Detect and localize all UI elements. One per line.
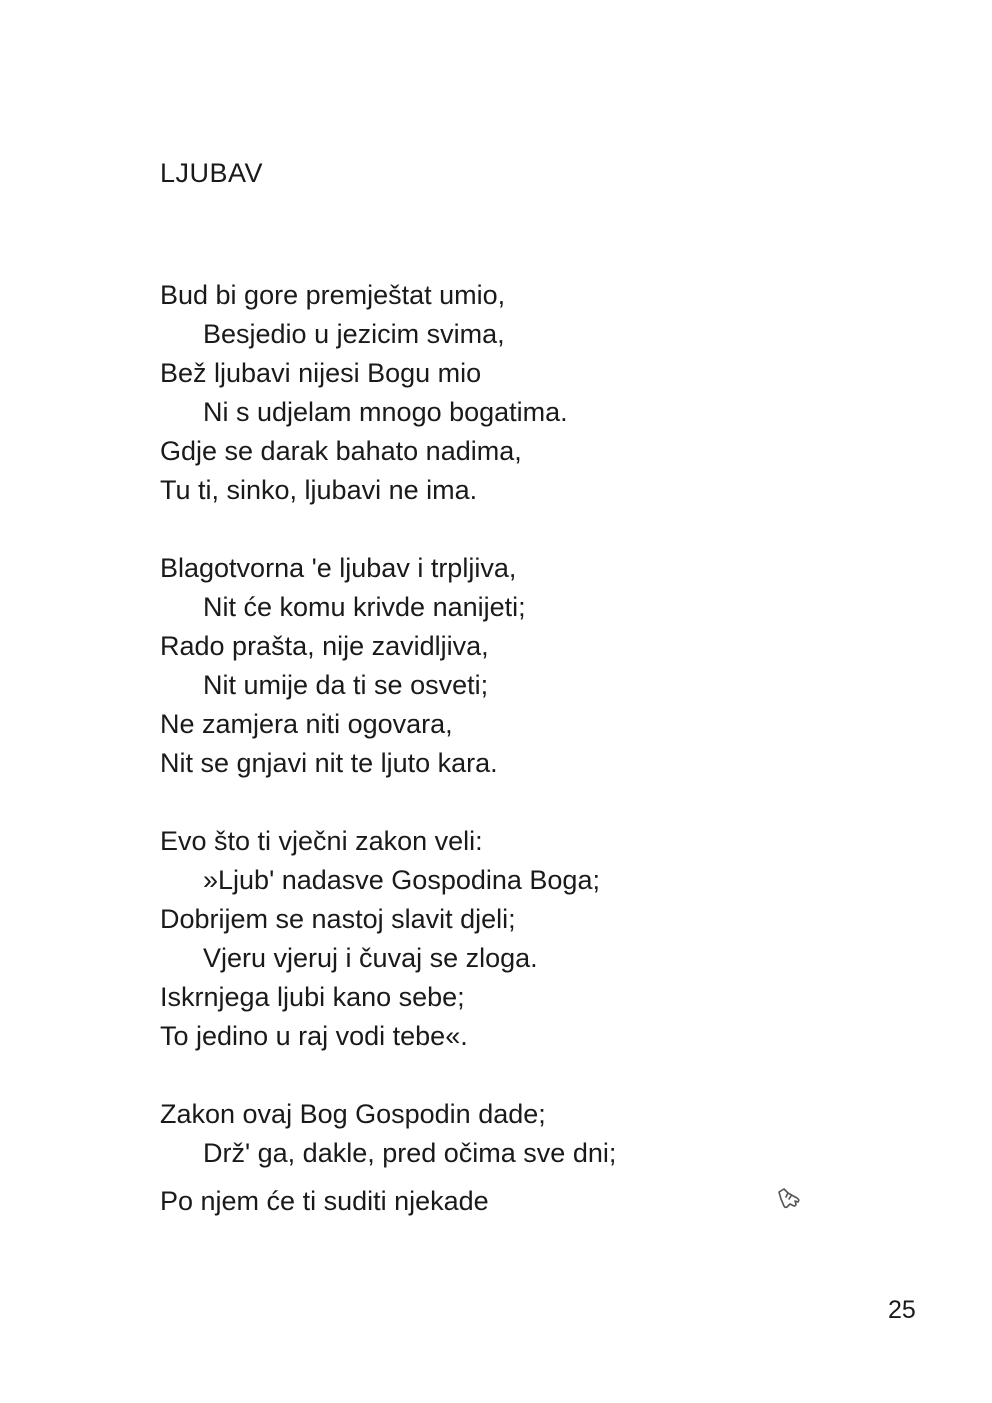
verse-line: Po njem će ti suditi njekade [160, 1186, 489, 1216]
verse-line: Dobrijem se nastoj slavit djeli; [160, 904, 516, 934]
page-number: 25 [888, 1296, 916, 1324]
verse-line: To jedino u raj vodi tebe«. [160, 1021, 468, 1051]
verse-line: Rado prašta, nije zavidljiva, [160, 631, 489, 661]
verse-line: Nit se gnjavi nit te ljuto kara. [160, 748, 498, 778]
verse-line: Bud bi gore premještat umio, [160, 280, 506, 310]
verse-line: Evo što ti vječni zakon veli: [160, 826, 483, 856]
verse-line: Besjedio u jezicim svima, [203, 319, 505, 349]
verse-line: Ni s udjelam mnogo bogatima. [203, 397, 568, 427]
verse-line: Ne zamjera niti ogovara, [160, 709, 453, 739]
pointing-hand-icon [775, 1185, 805, 1215]
stanza-1 [160, 276, 780, 510]
verse-line: »Ljub' nadasve Gospodina Boga; [203, 865, 600, 895]
verse-line: Tu ti, sinko, ljubavi ne ima. [160, 475, 478, 505]
verse-line: Zakon ovaj Bog Gospodin dade; [160, 1099, 546, 1129]
verse-line: Bež ljubavi nijesi Bogu mio [160, 358, 482, 388]
verse-line: Nit umije da ti se osveti; [203, 670, 489, 700]
verse-line: Nit će komu krivde nanijeti; [203, 592, 526, 622]
poem-title: LJUBAV [160, 158, 264, 188]
stanza-4 [160, 1095, 780, 1221]
verse-line: Drž' ga, dakle, pred očima sve dni; [203, 1138, 617, 1168]
verse-line: Gdje se darak bahato nadima, [160, 436, 522, 466]
verse-line: Vjeru vjeruj i čuvaj se zloga. [203, 943, 538, 973]
verse-line: Blagotvorna 'e ljubav i trpljiva, [160, 553, 517, 583]
verse-line: Iskrnjega ljubi kano sebe; [160, 982, 465, 1012]
poem-body [160, 276, 780, 1260]
stanza-2 [160, 549, 780, 783]
stanza-3 [160, 822, 780, 1056]
